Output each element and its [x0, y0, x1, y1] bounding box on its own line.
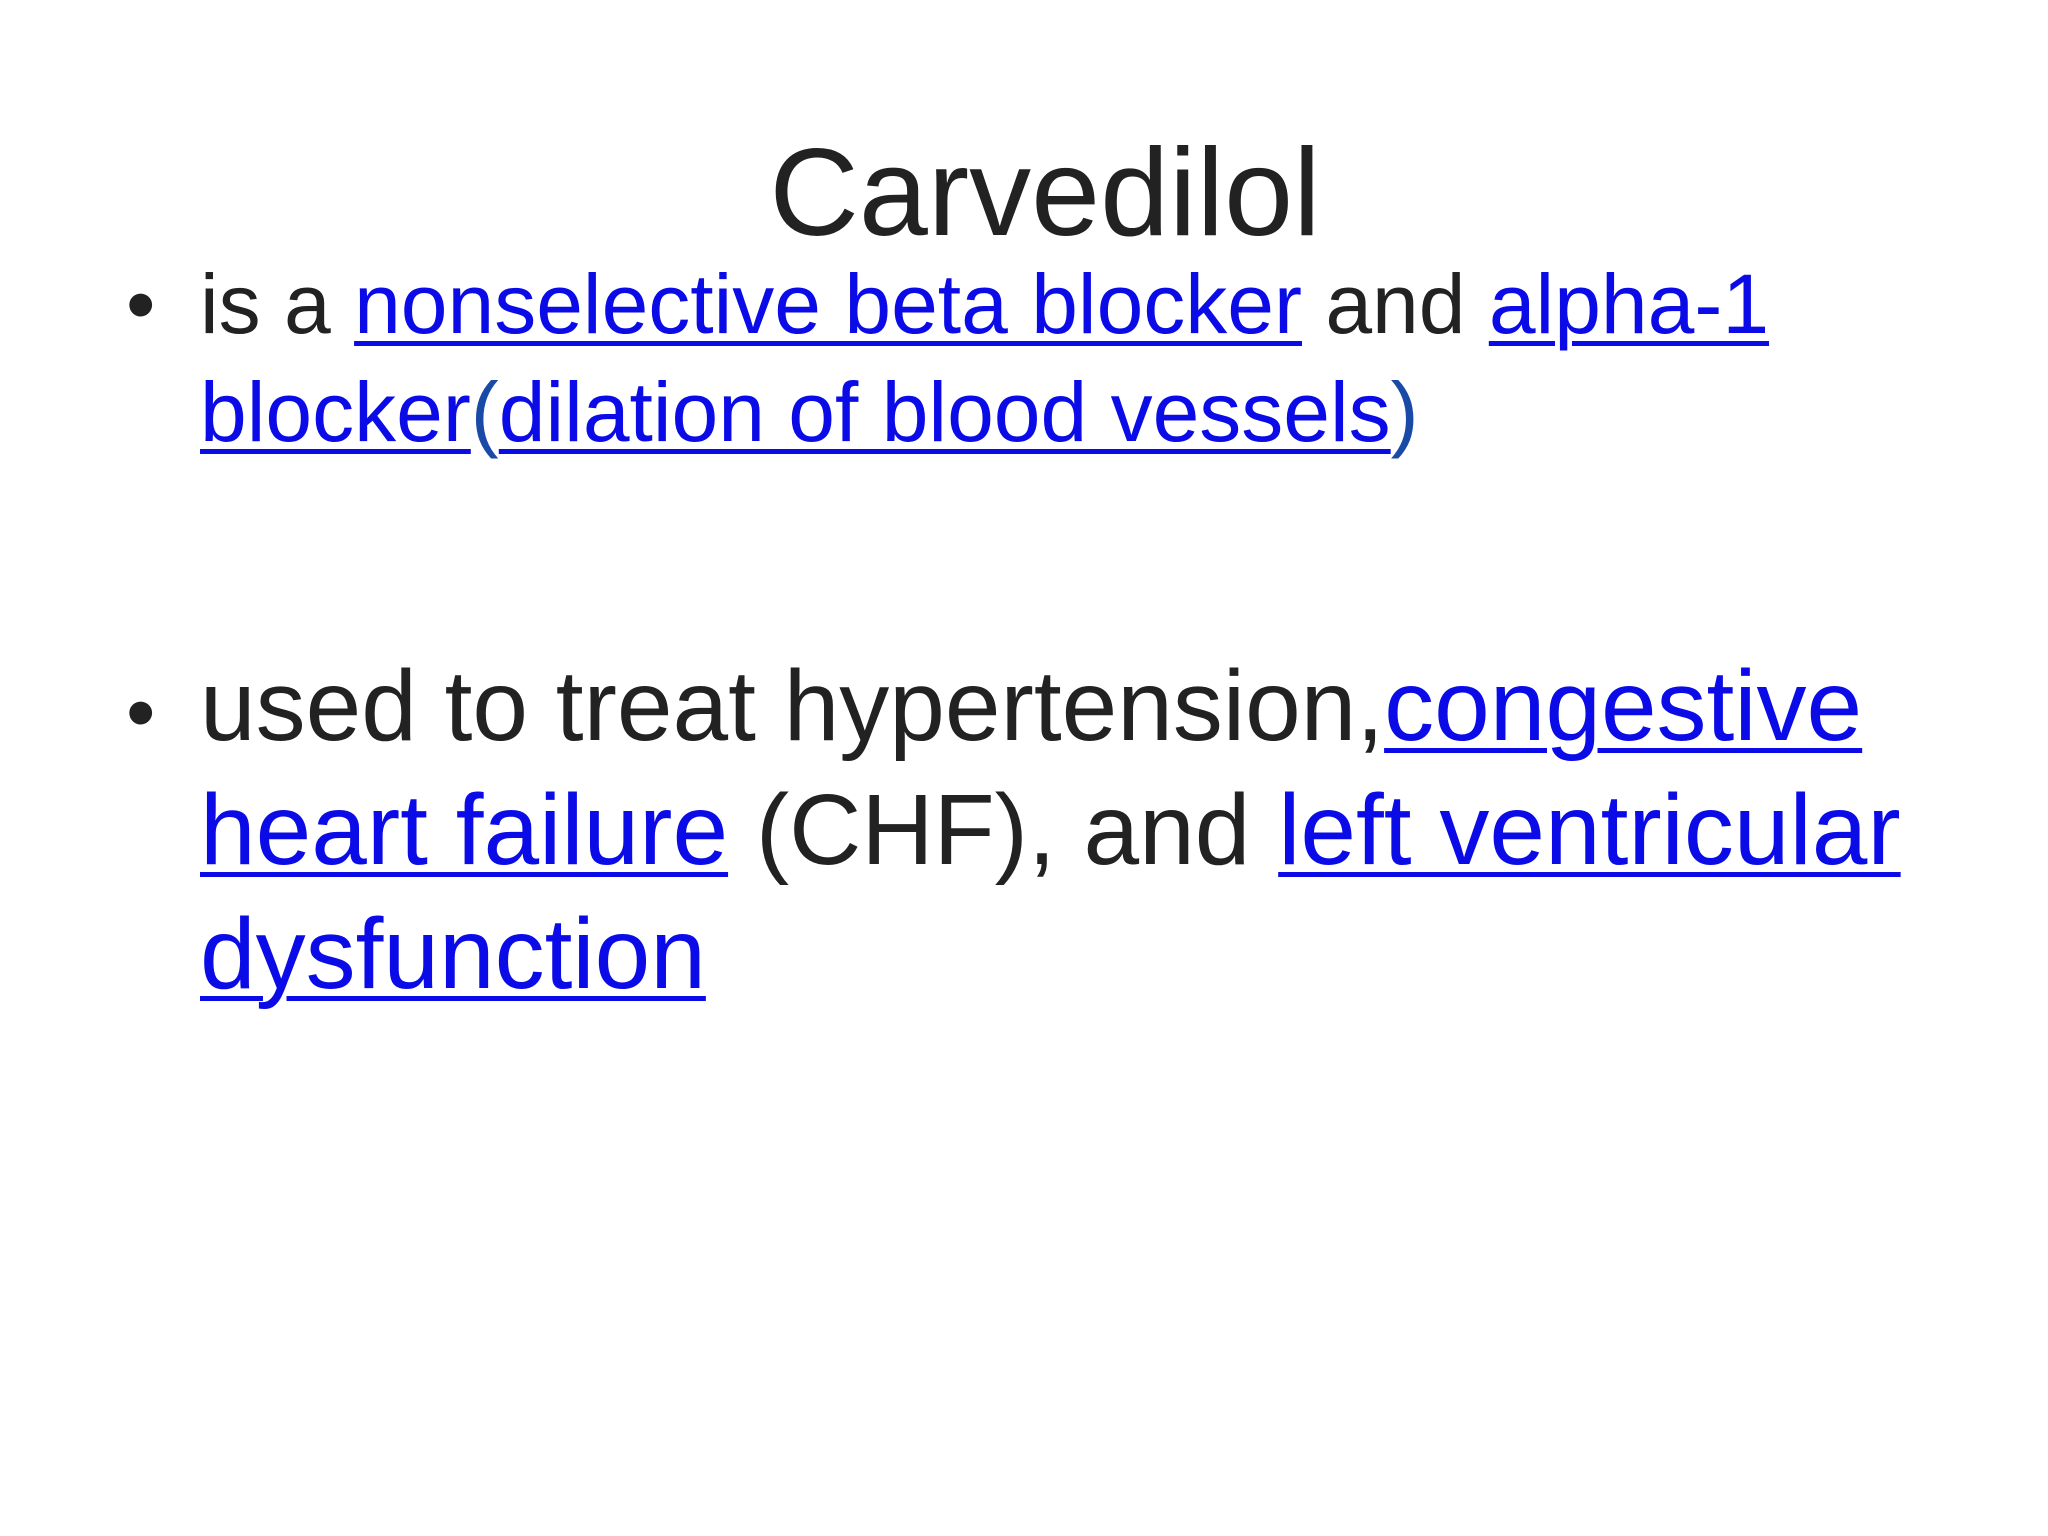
bullet-marker: •: [126, 257, 156, 351]
bullet-marker: •: [126, 665, 156, 759]
bullet-text: used to treat hypertension,: [200, 650, 1385, 762]
link-alpha-1-blocker[interactable]: alpha-1 blocker: [200, 257, 1770, 459]
link-congestive-heart-failure[interactable]: congestive heart failure: [200, 650, 1863, 886]
bullet-item-drug-class: [126, 250, 1960, 466]
bullet-item-indications: [126, 644, 1960, 1016]
link-nonselective-beta-blocker[interactable]: nonselective beta blocker: [354, 257, 1302, 351]
link-dilation-of-blood-vessels[interactable]: dilation of blood vessels: [498, 365, 1391, 459]
open-paren: (: [470, 365, 499, 459]
slide-title: Carvedilol: [769, 124, 1321, 262]
bullet-text: and: [1301, 257, 1489, 351]
close-paren: ): [1390, 365, 1419, 459]
bullet-list: [126, 250, 1960, 1016]
link-left-ventricular-dysfunction[interactable]: left ventricular dysfunction: [200, 774, 1901, 1010]
bullet-text: is a: [200, 257, 355, 351]
bullet-text: (CHF), and: [728, 774, 1279, 886]
